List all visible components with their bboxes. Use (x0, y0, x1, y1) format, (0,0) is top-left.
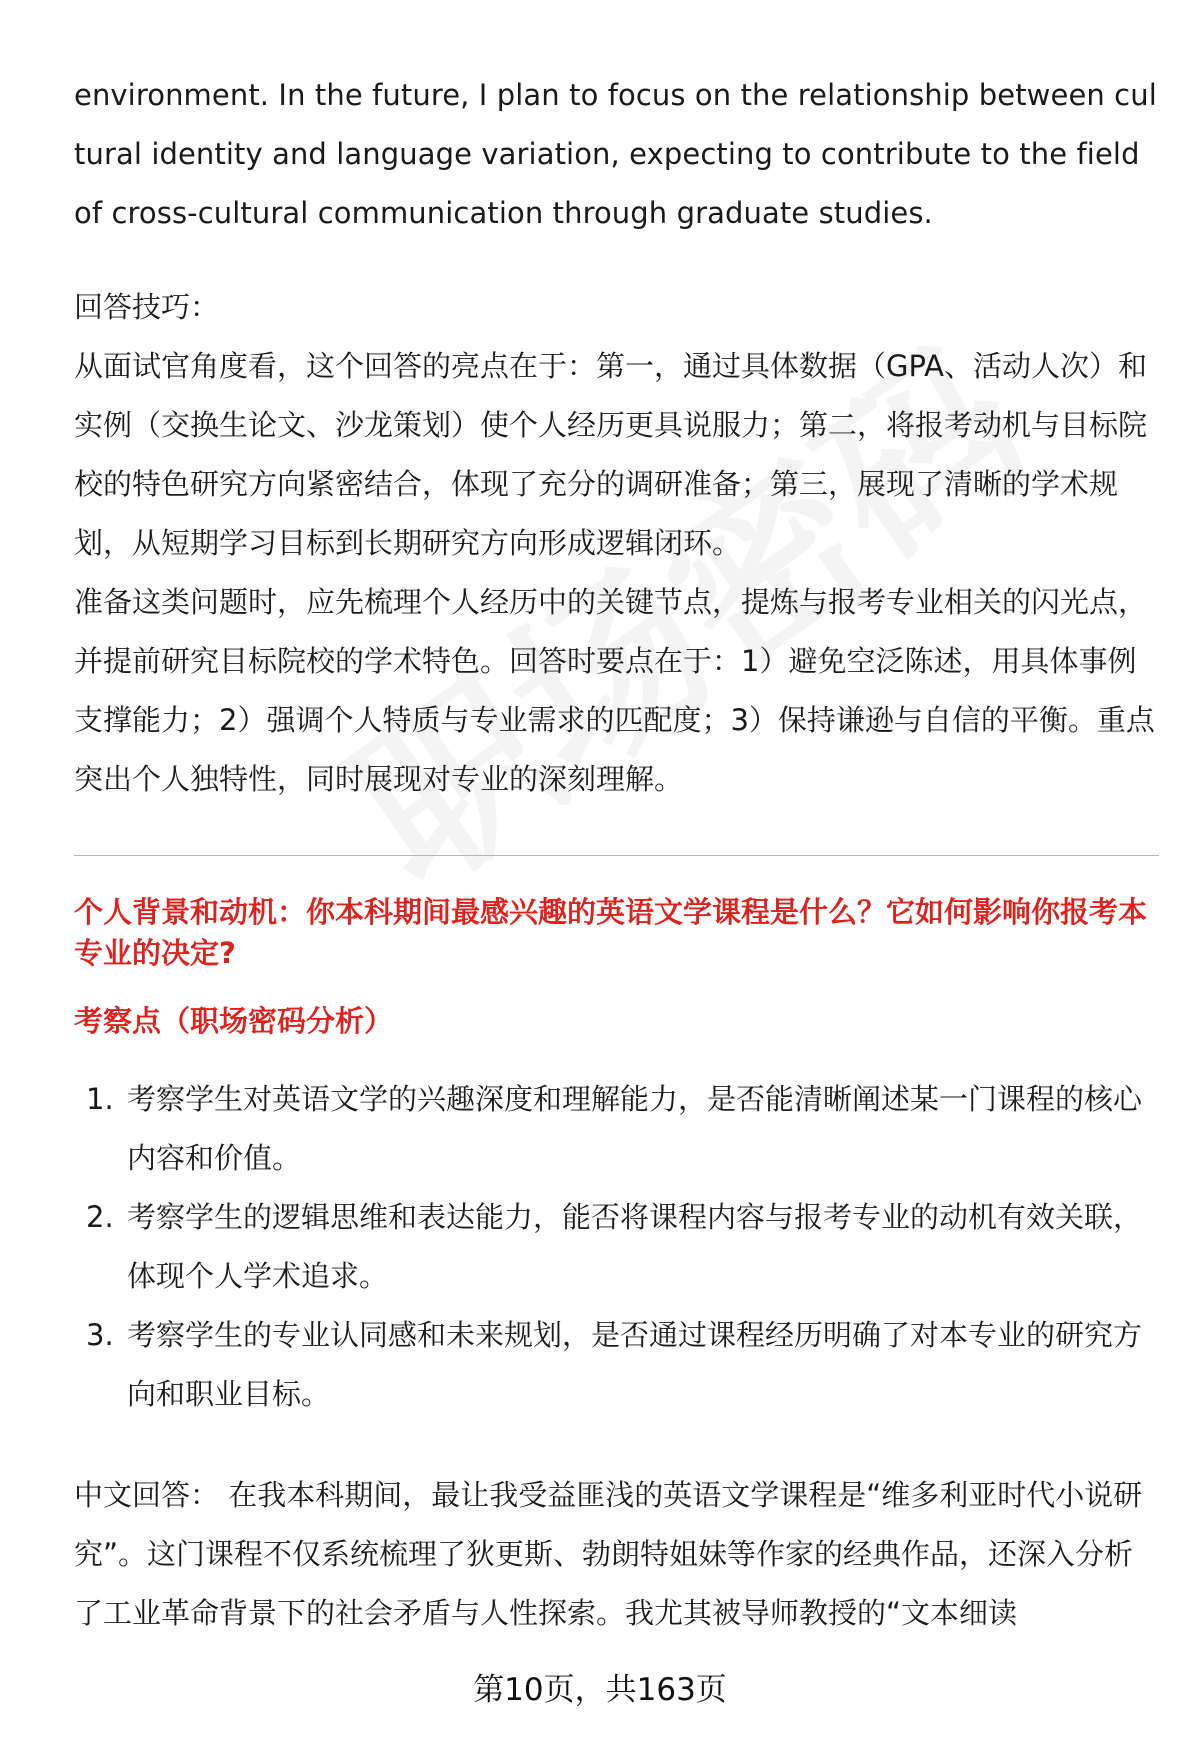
list-item-number: 2. (86, 1200, 114, 1234)
list-item-text: 考察学生的逻辑思维和表达能力，能否将课程内容与报考专业的动机有效关联，体现个人学术追求。 (127, 1200, 1143, 1293)
tips-paragraph-2: 准备这类问题时，应先梳理个人经历中的关键节点，提炼与报考专业相关的闪光点，并提前研究目标院校的学术特色。回答时要点在于：1）避免空泛陈述，用具体事例支撑能力；2）强调个人特质与专业需求的匹配度；3）保持谦逊与自信的平衡。重点突出个人独特性，同时展现对专业的深刻理解。 (74, 585, 1155, 796)
list-item-text: 考察学生的专业认同感和未来规划，是否通过课程经历明确了对本专业的研究方向和职业目标。 (127, 1318, 1143, 1411)
assessment-list (74, 1070, 1159, 1424)
list-item (74, 1306, 1159, 1424)
list-item-text: 考察学生对英语文学的兴趣深度和理解能力，是否能清晰阐述某一门课程的核心内容和价值。 (127, 1082, 1143, 1175)
tips-label: 回答技巧： (74, 290, 220, 324)
list-item (74, 1070, 1159, 1188)
section-divider (74, 855, 1159, 856)
intro-paragraph: environment. In the future, I plan to focus on the relationship between cultural identity and language variation, expecting to contribute to the field of cross-cultural communication through graduate studies. (74, 78, 1157, 230)
tips-paragraph-1: 从面试官角度看，这个回答的亮点在于：第一，通过具体数据（GPA、活动人次）和实例（交换生论文、沙龙策划）使个人经历更具说服力；第二，将报考动机与目标院校的特色研究方向紧密结合，体现了充分的调研准备；第三，展现了清晰的学术规划，从短期学习目标到长期研究方向形成逻辑闭环。 (74, 349, 1148, 560)
list-item (74, 1188, 1159, 1306)
question-heading: 个人背景和动机：你本科期间最感兴趣的英语文学课程是什么？它如何影响你报考本专业的决定? (74, 895, 1148, 970)
document-page (74, 66, 1159, 1643)
page-footer: 第10页，共163页 (473, 1672, 727, 1708)
list-item-number: 1. (86, 1082, 114, 1116)
list-item-number: 3. (86, 1318, 114, 1352)
chinese-answer: 中文回答： 在我本科期间，最让我受益匪浅的英语文学课程是“维多利亚时代小说研究”。这门课程不仅系统梳理了狄更斯、勃朗特姐妹等作家的经典作品，还深入分析了工业革命背景下的社会矛盾与人性探索。我尤其被导师教授的“文本细读 (74, 1478, 1143, 1630)
assessment-heading: 考察点（职场密码分析） (74, 1004, 394, 1038)
